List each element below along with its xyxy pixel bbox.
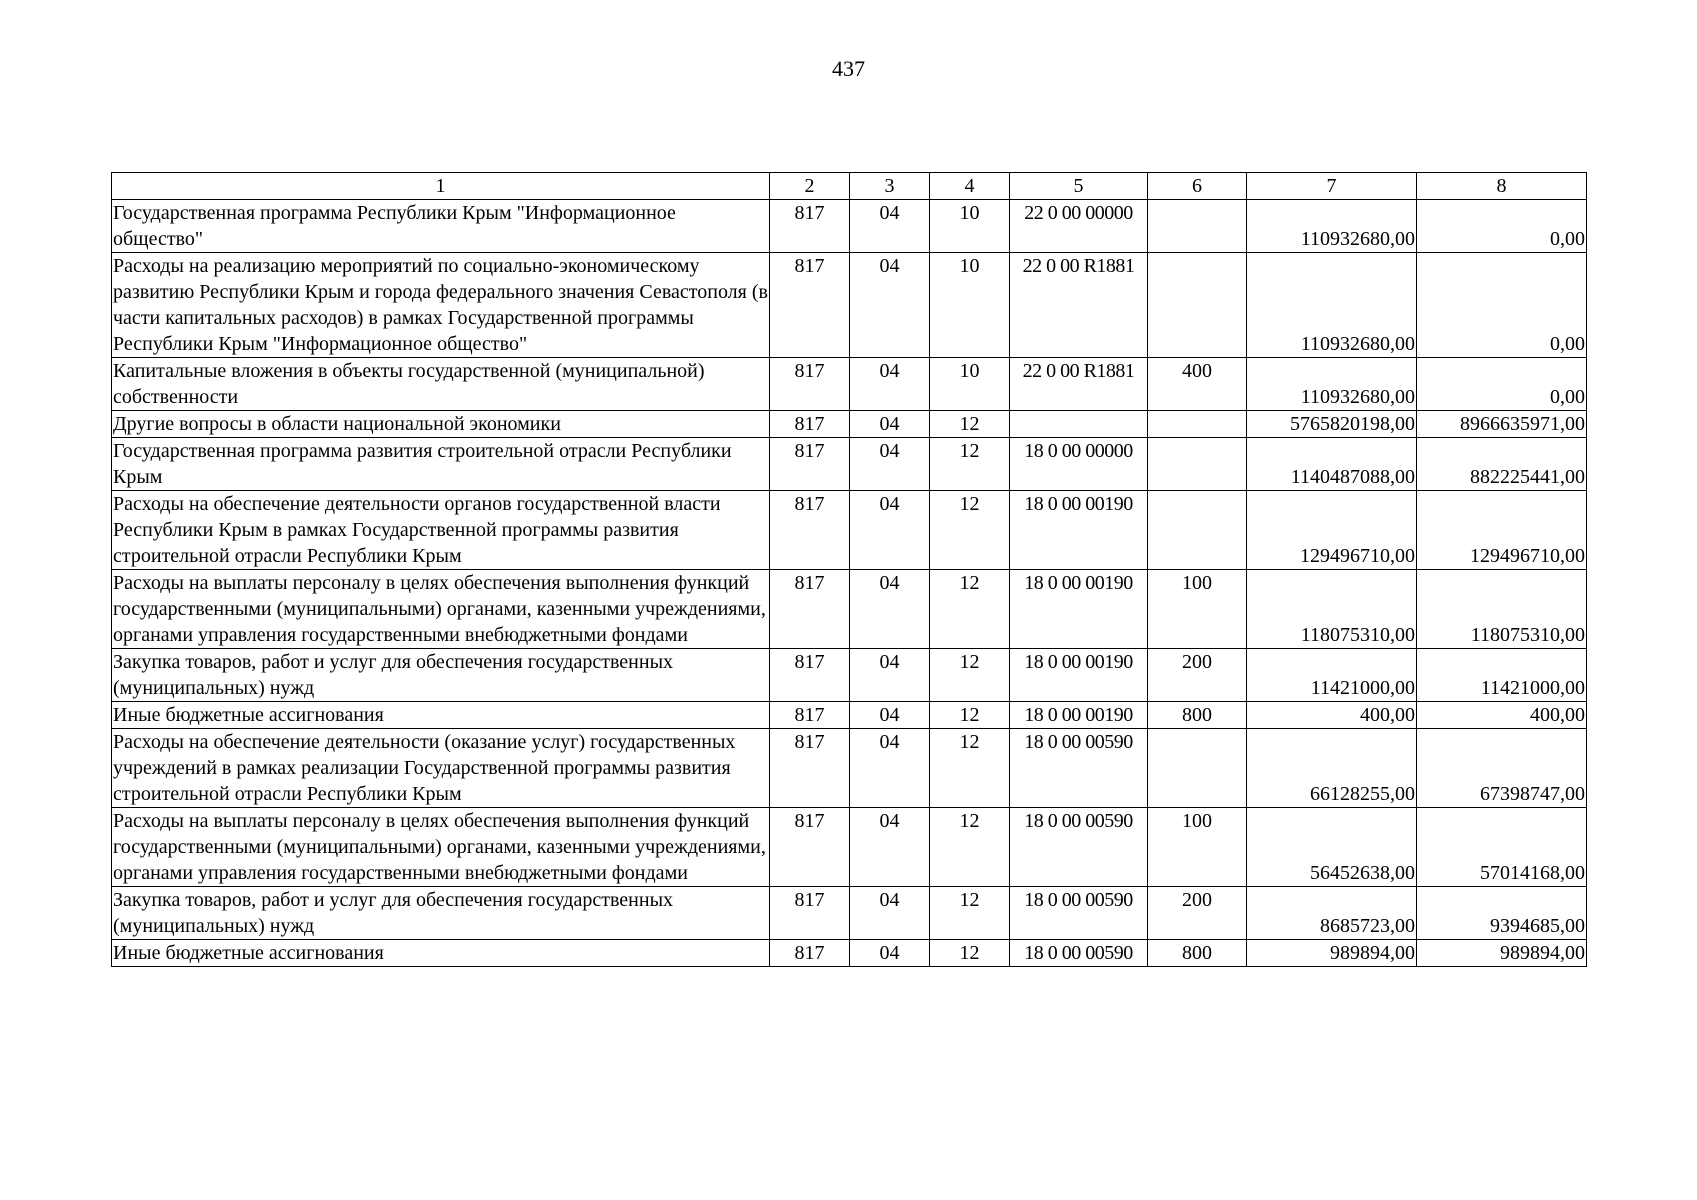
column-number: 2 <box>770 173 850 200</box>
column-number: 3 <box>850 173 930 200</box>
expense-type-code <box>1148 438 1247 491</box>
expense-type-code <box>1148 411 1247 438</box>
expense-type-code: 200 <box>1148 649 1247 702</box>
expense-type-code: 100 <box>1148 570 1247 649</box>
table-row <box>112 887 1587 940</box>
subsection-code: 10 <box>930 253 1010 358</box>
section-code: 04 <box>850 438 930 491</box>
column-number-row <box>112 173 1587 200</box>
expense-name: Расходы на выплаты персоналу в целях обеспечения выполнения функций государственными (муниципальными) органами, казенными учреждениями, органами управления государственными внебюджетными фондами <box>112 570 770 649</box>
page-number: 437 <box>832 56 865 81</box>
amount-first: 66128255,00 <box>1247 729 1417 808</box>
subsection-code: 12 <box>930 411 1010 438</box>
amount-second: 8966635971,00 <box>1417 411 1587 438</box>
expense-name: Капитальные вложения в объекты государственной (муниципальной) собственности <box>112 358 770 411</box>
expense-name: Другие вопросы в области национальной экономики <box>112 411 770 438</box>
subsection-code: 10 <box>930 200 1010 253</box>
section-code: 04 <box>850 411 930 438</box>
subsection-code: 12 <box>930 649 1010 702</box>
amount-first: 5765820198,00 <box>1247 411 1417 438</box>
table-row <box>112 702 1587 729</box>
department-code: 817 <box>770 438 850 491</box>
amount-second: 67398747,00 <box>1417 729 1587 808</box>
subsection-code: 10 <box>930 358 1010 411</box>
table-row <box>112 438 1587 491</box>
subsection-code: 12 <box>930 808 1010 887</box>
subsection-code: 12 <box>930 887 1010 940</box>
department-code: 817 <box>770 253 850 358</box>
target-item-code: 18 0 00 00590 <box>1010 940 1148 967</box>
department-code: 817 <box>770 887 850 940</box>
column-number: 6 <box>1148 173 1247 200</box>
target-item-code: 18 0 00 00190 <box>1010 570 1148 649</box>
amount-first: 8685723,00 <box>1247 887 1417 940</box>
expense-name: Расходы на реализацию мероприятий по социально-экономическому развитию Республики Крым и города федерального значения Севастополя (в части капитальных расходов) в рамках Государственной программы Республики Крым "Информационное общество" <box>112 253 770 358</box>
table-row <box>112 649 1587 702</box>
department-code: 817 <box>770 200 850 253</box>
expense-type-code: 800 <box>1148 940 1247 967</box>
target-item-code: 18 0 00 00190 <box>1010 702 1148 729</box>
department-code: 817 <box>770 940 850 967</box>
target-item-code: 22 0 00 R1881 <box>1010 358 1148 411</box>
column-number: 4 <box>930 173 1010 200</box>
expense-type-code <box>1148 729 1247 808</box>
column-number: 5 <box>1010 173 1148 200</box>
amount-first: 110932680,00 <box>1247 253 1417 358</box>
department-code: 817 <box>770 702 850 729</box>
column-number: 8 <box>1417 173 1587 200</box>
department-code: 817 <box>770 649 850 702</box>
department-code: 817 <box>770 358 850 411</box>
expense-type-code: 100 <box>1148 808 1247 887</box>
expense-name: Закупка товаров, работ и услуг для обеспечения государственных (муниципальных) нужд <box>112 887 770 940</box>
target-item-code: 18 0 00 00190 <box>1010 649 1148 702</box>
expense-name: Закупка товаров, работ и услуг для обеспечения государственных (муниципальных) нужд <box>112 649 770 702</box>
amount-first: 989894,00 <box>1247 940 1417 967</box>
target-item-code: 22 0 00 R1881 <box>1010 253 1148 358</box>
expense-name: Государственная программа Республики Крым "Информационное общество" <box>112 200 770 253</box>
section-code: 04 <box>850 358 930 411</box>
target-item-code <box>1010 411 1148 438</box>
subsection-code: 12 <box>930 438 1010 491</box>
amount-second: 0,00 <box>1417 200 1587 253</box>
table-row <box>112 200 1587 253</box>
table-row <box>112 253 1587 358</box>
amount-first: 400,00 <box>1247 702 1417 729</box>
expense-type-code: 400 <box>1148 358 1247 411</box>
table-row <box>112 411 1587 438</box>
amount-second: 57014168,00 <box>1417 808 1587 887</box>
amount-first: 1140487088,00 <box>1247 438 1417 491</box>
amount-second: 0,00 <box>1417 253 1587 358</box>
expense-type-code <box>1148 200 1247 253</box>
expense-name: Расходы на обеспечение деятельности органов государственной власти Республики Крым в рамках Государственной программы развития строительной отрасли Республики Крым <box>112 491 770 570</box>
expense-name: Иные бюджетные ассигнования <box>112 940 770 967</box>
expense-type-code: 800 <box>1148 702 1247 729</box>
target-item-code: 18 0 00 00590 <box>1010 729 1148 808</box>
amount-second: 989894,00 <box>1417 940 1587 967</box>
table-row <box>112 570 1587 649</box>
section-code: 04 <box>850 570 930 649</box>
table-row <box>112 808 1587 887</box>
amount-first: 110932680,00 <box>1247 200 1417 253</box>
amount-first: 110932680,00 <box>1247 358 1417 411</box>
target-item-code: 22 0 00 00000 <box>1010 200 1148 253</box>
section-code: 04 <box>850 940 930 967</box>
amount-second: 882225441,00 <box>1417 438 1587 491</box>
expense-type-code <box>1148 253 1247 358</box>
expense-name: Расходы на выплаты персоналу в целях обеспечения выполнения функций государственными (муниципальными) органами, казенными учреждениями, органами управления государственными внебюджетными фондами <box>112 808 770 887</box>
expense-name: Иные бюджетные ассигнования <box>112 702 770 729</box>
budget-table <box>111 172 1587 967</box>
department-code: 817 <box>770 570 850 649</box>
target-item-code: 18 0 00 00000 <box>1010 438 1148 491</box>
section-code: 04 <box>850 887 930 940</box>
amount-second: 400,00 <box>1417 702 1587 729</box>
amount-first: 129496710,00 <box>1247 491 1417 570</box>
column-number: 1 <box>112 173 770 200</box>
amount-second: 11421000,00 <box>1417 649 1587 702</box>
table-row <box>112 729 1587 808</box>
expense-name: Государственная программа развития строительной отрасли Республики Крым <box>112 438 770 491</box>
expense-type-code <box>1148 491 1247 570</box>
expense-type-code: 200 <box>1148 887 1247 940</box>
section-code: 04 <box>850 200 930 253</box>
target-item-code: 18 0 00 00590 <box>1010 808 1148 887</box>
target-item-code: 18 0 00 00190 <box>1010 491 1148 570</box>
department-code: 817 <box>770 808 850 887</box>
subsection-code: 12 <box>930 491 1010 570</box>
department-code: 817 <box>770 411 850 438</box>
section-code: 04 <box>850 649 930 702</box>
table-row <box>112 358 1587 411</box>
department-code: 817 <box>770 491 850 570</box>
amount-second: 118075310,00 <box>1417 570 1587 649</box>
amount-first: 56452638,00 <box>1247 808 1417 887</box>
expense-name: Расходы на обеспечение деятельности (оказание услуг) государственных учреждений в рамках реализации Государственной программы развития строительной отрасли Республики Крым <box>112 729 770 808</box>
section-code: 04 <box>850 808 930 887</box>
table-row <box>112 940 1587 967</box>
section-code: 04 <box>850 729 930 808</box>
amount-second: 0,00 <box>1417 358 1587 411</box>
table-row <box>112 491 1587 570</box>
subsection-code: 12 <box>930 940 1010 967</box>
amount-first: 11421000,00 <box>1247 649 1417 702</box>
target-item-code: 18 0 00 00590 <box>1010 887 1148 940</box>
department-code: 817 <box>770 729 850 808</box>
section-code: 04 <box>850 702 930 729</box>
subsection-code: 12 <box>930 729 1010 808</box>
column-number: 7 <box>1247 173 1417 200</box>
amount-first: 118075310,00 <box>1247 570 1417 649</box>
subsection-code: 12 <box>930 702 1010 729</box>
subsection-code: 12 <box>930 570 1010 649</box>
amount-second: 9394685,00 <box>1417 887 1587 940</box>
amount-second: 129496710,00 <box>1417 491 1587 570</box>
section-code: 04 <box>850 491 930 570</box>
section-code: 04 <box>850 253 930 358</box>
